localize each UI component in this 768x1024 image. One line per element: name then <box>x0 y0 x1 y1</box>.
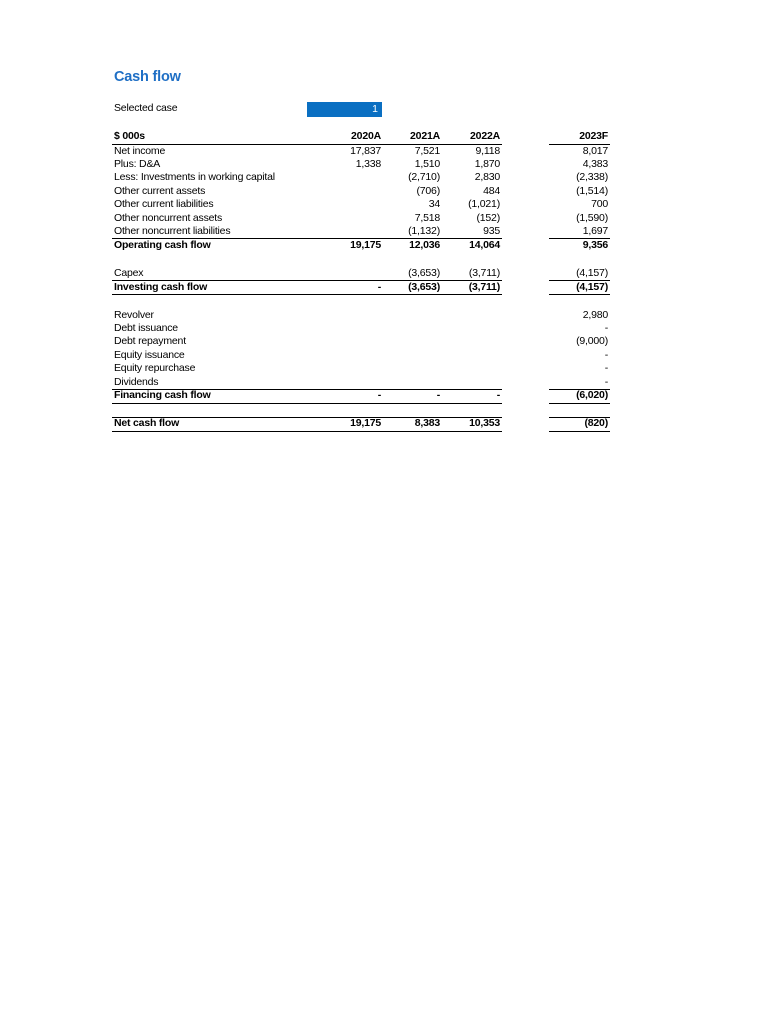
cell-value: (1,514) <box>576 184 608 197</box>
cell-value: 7,518 <box>414 211 440 224</box>
row-label: Dividends <box>114 375 159 388</box>
row-label: Other current liabilities <box>114 198 214 211</box>
table-row <box>112 145 610 158</box>
net-top-rule <box>112 417 502 418</box>
cell-value: (2,710) <box>408 171 440 184</box>
investing-bottom-rule-forecast <box>549 294 610 295</box>
row-label: Equity issuance <box>114 348 185 361</box>
net-top-rule-forecast <box>549 417 610 418</box>
operating-subtotal-rule-forecast <box>549 238 610 239</box>
cell-value: 1,870 <box>474 157 500 170</box>
table-row <box>112 185 610 198</box>
cell-value: - <box>604 321 608 334</box>
financing-subtotal-rule-forecast <box>549 389 610 390</box>
table-row <box>112 322 610 335</box>
cell-value: (9,000) <box>576 335 608 348</box>
cell-value: 34 <box>428 198 440 211</box>
table-row <box>112 171 610 184</box>
row-label: Other noncurrent liabilities <box>114 224 231 237</box>
operating-subtotal-rule <box>112 238 502 239</box>
table-row <box>112 158 610 171</box>
table-row <box>112 267 610 280</box>
cell-value: (3,653) <box>408 266 440 279</box>
cell-value: - <box>604 375 608 388</box>
cell-value: 8,383 <box>414 417 440 429</box>
investing-subtotal-rule <box>112 280 502 281</box>
cell-value: 19,175 <box>350 417 381 429</box>
cell-value: 8,017 <box>582 144 608 157</box>
row-label: Debt issuance <box>114 321 178 334</box>
cell-value: - <box>377 280 381 293</box>
cell-value: (1,021) <box>468 198 500 211</box>
financing-total-row <box>112 389 610 402</box>
financing-subtotal-rule <box>112 389 502 390</box>
table-row <box>112 376 610 389</box>
page-title: Cash flow <box>114 69 181 85</box>
table-row <box>112 212 610 225</box>
cell-value: 4,383 <box>582 157 608 170</box>
cell-value: (152) <box>476 211 500 224</box>
table-row <box>112 349 610 362</box>
col-header-2021a: 2021A <box>410 130 440 142</box>
units-label: $ 000s <box>114 130 145 142</box>
cell-value: (3,711) <box>468 280 500 293</box>
table-row <box>112 198 610 211</box>
financing-bottom-rule-forecast <box>549 403 610 404</box>
selected-case-input[interactable]: 1 <box>307 102 382 117</box>
cell-value: (3,711) <box>468 266 500 279</box>
col-header-2022a: 2022A <box>470 130 500 142</box>
row-label: Other noncurrent assets <box>114 211 223 224</box>
net-bottom-rule-forecast <box>549 431 610 432</box>
header-row <box>112 130 610 143</box>
cell-value: - <box>604 348 608 361</box>
row-label: Equity repurchase <box>114 362 196 375</box>
financing-bottom-rule <box>112 403 502 404</box>
cell-value: (2,338) <box>576 171 608 184</box>
cell-value: 1,510 <box>414 157 440 170</box>
row-label: Net income <box>114 144 166 157</box>
table-row <box>112 362 610 375</box>
cell-value: 935 <box>483 224 500 237</box>
row-label: Other current assets <box>114 184 206 197</box>
row-label: Capex <box>114 266 144 279</box>
cell-value: (706) <box>416 184 440 197</box>
cell-value: 14,064 <box>469 238 500 251</box>
cell-value: 484 <box>483 184 500 197</box>
net-cash-flow-row <box>112 417 610 430</box>
investing-subtotal-rule-forecast <box>549 280 610 281</box>
row-label: Investing cash flow <box>114 280 208 293</box>
cell-value: (4,157) <box>576 280 608 293</box>
cell-value: 1,697 <box>582 224 608 237</box>
table-row <box>112 225 610 238</box>
cell-value: (1,132) <box>408 224 440 237</box>
cell-value: 700 <box>591 198 608 211</box>
cell-value: (820) <box>584 417 608 429</box>
cell-value: (6,020) <box>576 389 608 401</box>
investing-total-row <box>112 281 610 294</box>
col-header-2023f: 2023F <box>579 130 608 142</box>
col-header-2020a: 2020A <box>351 130 381 142</box>
row-label: Less: Investments in working capital <box>114 171 275 184</box>
cell-value: 9,356 <box>582 238 608 251</box>
operating-total-row <box>112 239 610 252</box>
cell-value: 10,353 <box>469 417 500 429</box>
header-underline-forecast <box>549 144 610 145</box>
cell-value: - <box>377 389 381 401</box>
header-underline <box>112 144 502 145</box>
cell-value: 1,338 <box>355 157 381 170</box>
row-label: Revolver <box>114 308 154 321</box>
cell-value: 2,830 <box>474 171 500 184</box>
cell-value: - <box>436 389 440 401</box>
cell-value: (4,157) <box>576 266 608 279</box>
cell-value: - <box>496 389 500 401</box>
table-row <box>112 309 610 322</box>
cell-value: 7,521 <box>414 144 440 157</box>
table-row <box>112 335 610 348</box>
cell-value: 19,175 <box>350 238 381 251</box>
cell-value: (3,653) <box>408 280 440 293</box>
row-label: Financing cash flow <box>114 389 211 401</box>
investing-bottom-rule <box>112 294 502 295</box>
cell-value: (1,590) <box>576 211 608 224</box>
cell-value: 17,837 <box>350 144 381 157</box>
row-label: Net cash flow <box>114 417 180 429</box>
row-label: Plus: D&A <box>114 157 161 170</box>
cell-value: - <box>604 362 608 375</box>
row-label: Debt repayment <box>114 335 186 348</box>
cell-value: 9,118 <box>475 144 500 157</box>
row-label: Operating cash flow <box>114 238 211 251</box>
cell-value: 12,036 <box>409 238 440 251</box>
selected-case-label: Selected case <box>114 102 178 114</box>
cell-value: 2,980 <box>582 308 608 321</box>
net-bottom-rule <box>112 431 502 432</box>
